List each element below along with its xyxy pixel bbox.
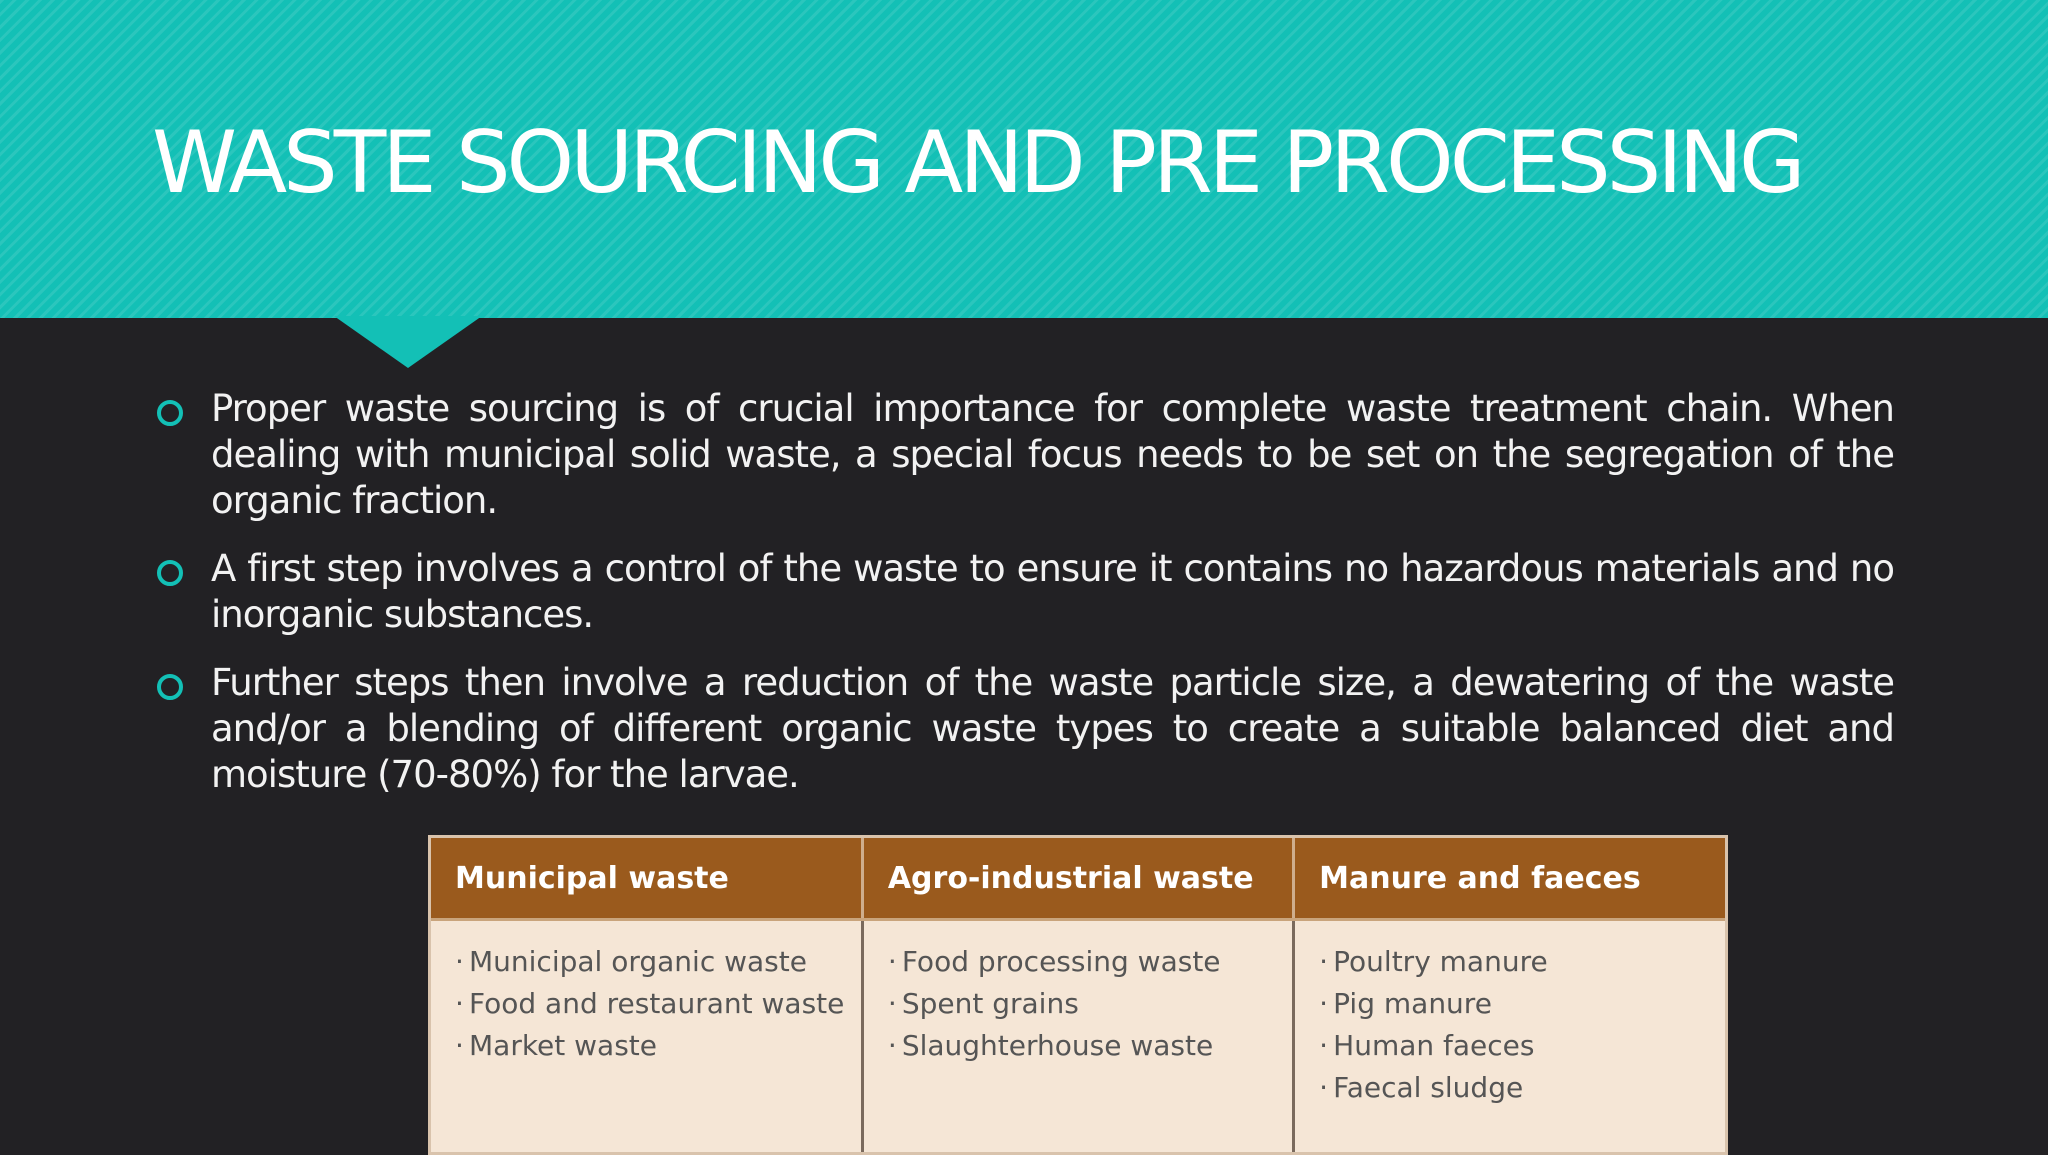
- bullet-list: [152, 386, 1894, 820]
- bullet-item: [152, 386, 1894, 524]
- municipal-cell: [431, 920, 862, 1153]
- circle-bullet-icon: [157, 674, 183, 700]
- column-header-manure: Manure and faeces: [1294, 838, 1725, 920]
- table-body-row: [431, 920, 1725, 1153]
- manure-cell: [1294, 920, 1725, 1153]
- bullet-item: [152, 660, 1894, 798]
- column-header-agro-industrial: Agro-industrial waste: [862, 838, 1293, 920]
- waste-sources-table: [428, 835, 1728, 1155]
- agro-industrial-list: [888, 941, 1282, 1067]
- list-item: · Spent grains: [888, 983, 1282, 1025]
- circle-bullet-icon: [157, 400, 183, 426]
- list-item: · Faecal sludge: [1319, 1067, 1715, 1109]
- bullet-item: [152, 546, 1894, 638]
- slide-title: WASTE SOURCING AND PRE PROCESSING: [152, 113, 1802, 213]
- waste-table: [431, 838, 1725, 1152]
- circle-bullet-icon: [157, 560, 183, 586]
- list-item: · Poultry manure: [1319, 941, 1715, 983]
- agro-industrial-cell: [862, 920, 1293, 1153]
- list-item: · Municipal organic waste: [455, 941, 851, 983]
- table-header-row: [431, 838, 1725, 920]
- list-item: · Pig manure: [1319, 983, 1715, 1025]
- bullet-text: A first step involves a control of the waste to ensure it contains no hazardous materials and no inorganic substances.: [211, 547, 1894, 636]
- title-banner: [0, 0, 2048, 318]
- municipal-list: [455, 941, 851, 1067]
- bullet-text: Proper waste sourcing is of crucial importance for complete waste treatment chain. When dealing with municipal solid waste, a special focus needs to be set on the segregation of the organic fraction.: [211, 387, 1894, 522]
- bullet-text: Further steps then involve a reduction of the waste particle size, a dewatering of the waste and/or a blending of different organic waste types to create a suitable balanced diet and moisture (70-80%) for the larvae.: [211, 661, 1894, 796]
- column-header-municipal: Municipal waste: [431, 838, 862, 920]
- list-item: · Slaughterhouse waste: [888, 1025, 1282, 1067]
- list-item: · Market waste: [455, 1025, 851, 1067]
- manure-list: [1319, 941, 1715, 1109]
- banner-pointer: [334, 316, 482, 368]
- list-item: · Food processing waste: [888, 941, 1282, 983]
- list-item: · Human faeces: [1319, 1025, 1715, 1067]
- list-item: · Food and restaurant waste: [455, 983, 851, 1025]
